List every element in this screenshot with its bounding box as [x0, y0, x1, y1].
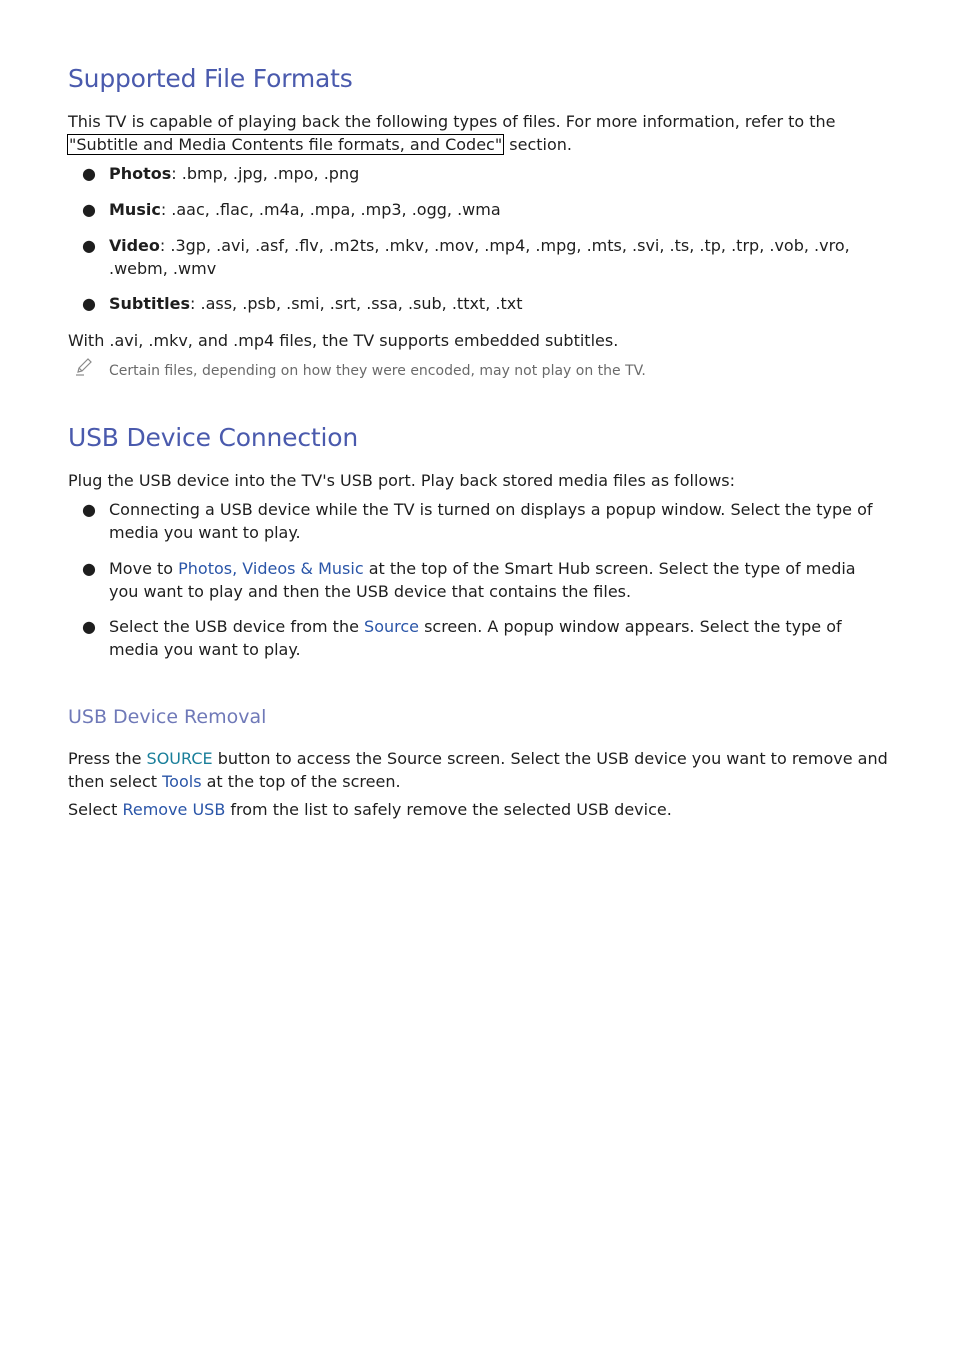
bullet-icon: ● — [82, 294, 96, 313]
remove-usb-label: Remove USB — [122, 800, 226, 819]
remove-post: from the list to safely remove the selected USB device. — [225, 800, 672, 819]
removal-paragraph-2 — [68, 798, 898, 821]
list-item-music — [82, 198, 889, 221]
bullet-icon: ● — [82, 236, 96, 255]
removal-paragraph-1 — [68, 747, 898, 793]
removal-post: button to access the Source screen. Select the USB device you want to remove and — [212, 749, 888, 768]
remove-pre: Select — [68, 800, 123, 819]
codec-section-link[interactable]: "Subtitle and Media Contents file formats, and Codec" — [69, 135, 503, 154]
videos-music-label: Videos & Music — [242, 559, 364, 578]
heading-supported-file-formats: Supported File Formats — [68, 64, 353, 93]
separator: , — [232, 559, 243, 578]
formats-video-cont: .webm, .wmv — [109, 259, 217, 278]
note-text: Certain files, depending on how they were encoded, may not play on the TV. — [109, 363, 646, 379]
connect-text-2: media you want to play. — [109, 523, 301, 542]
bullet-icon: ● — [82, 500, 96, 519]
removal-l2-pre: then select — [68, 772, 163, 791]
heading-usb-device-connection: USB Device Connection — [68, 423, 358, 452]
note — [109, 361, 646, 381]
formats-photos: : .bmp, .jpg, .mpo, .png — [171, 164, 360, 183]
term-video: Video — [109, 236, 160, 255]
bullet-icon: ● — [82, 559, 96, 578]
formats-subtitles: : .ass, .psb, .smi, .srt, .ssa, .sub, .ttxt, .txt — [190, 294, 523, 313]
select-text-2: media you want to play. — [109, 640, 301, 659]
list-item-video — [82, 234, 889, 280]
removal-pre: Press the — [68, 749, 147, 768]
move-post: at the top of the Smart Hub screen. Select the type of media — [363, 559, 856, 578]
term-photos: Photos — [109, 164, 172, 183]
formats-intro-tail: section. — [504, 135, 573, 154]
term-music: Music — [109, 200, 161, 219]
bullet-icon: ● — [82, 200, 96, 219]
list-item-subtitles — [82, 292, 889, 315]
formats-intro — [68, 110, 898, 156]
formats-intro-text: This TV is capable of playing back the following types of files. For more information, refer to the — [68, 112, 836, 131]
source-button-label: SOURCE — [146, 749, 213, 768]
select-post: screen. A popup window appears. Select the type of — [418, 617, 842, 636]
heading-usb-device-removal: USB Device Removal — [68, 706, 267, 728]
list-item-move-to — [82, 557, 889, 603]
formats-video: : .3gp, .avi, .asf, .flv, .m2ts, .mkv, .mov, .mp4, .mpg, .mts, .svi, .ts, .tp, .trp, .vob, .vro, — [159, 236, 850, 255]
move-text-2: you want to play and then the USB device that contains the files. — [109, 582, 632, 601]
formats-music: : .aac, .flac, .m4a, .mpa, .mp3, .ogg, .wma — [160, 200, 501, 219]
bullet-icon: ● — [82, 164, 96, 183]
usb-intro: Plug the USB device into the TV's USB port. Play back stored media files as follows: — [68, 471, 736, 490]
pencil-icon — [75, 357, 93, 377]
select-pre: Select the USB device from the — [109, 617, 365, 636]
move-pre: Move to — [109, 559, 179, 578]
list-item-select-source — [82, 615, 889, 661]
source-label: Source — [364, 617, 419, 636]
bullet-icon: ● — [82, 617, 96, 636]
embedded-subtitles-text: With .avi, .mkv, and .mp4 files, the TV supports embedded subtitles. — [68, 331, 619, 350]
list-item-connect — [82, 498, 889, 544]
connect-text-1: Connecting a USB device while the TV is turned on displays a popup window. Select the type of — [109, 500, 873, 519]
photos-label: Photos — [178, 559, 233, 578]
list-item-photos — [82, 162, 889, 185]
tools-label: Tools — [162, 772, 202, 791]
term-subtitles: Subtitles — [109, 294, 191, 313]
removal-l2-post: at the top of the screen. — [201, 772, 401, 791]
